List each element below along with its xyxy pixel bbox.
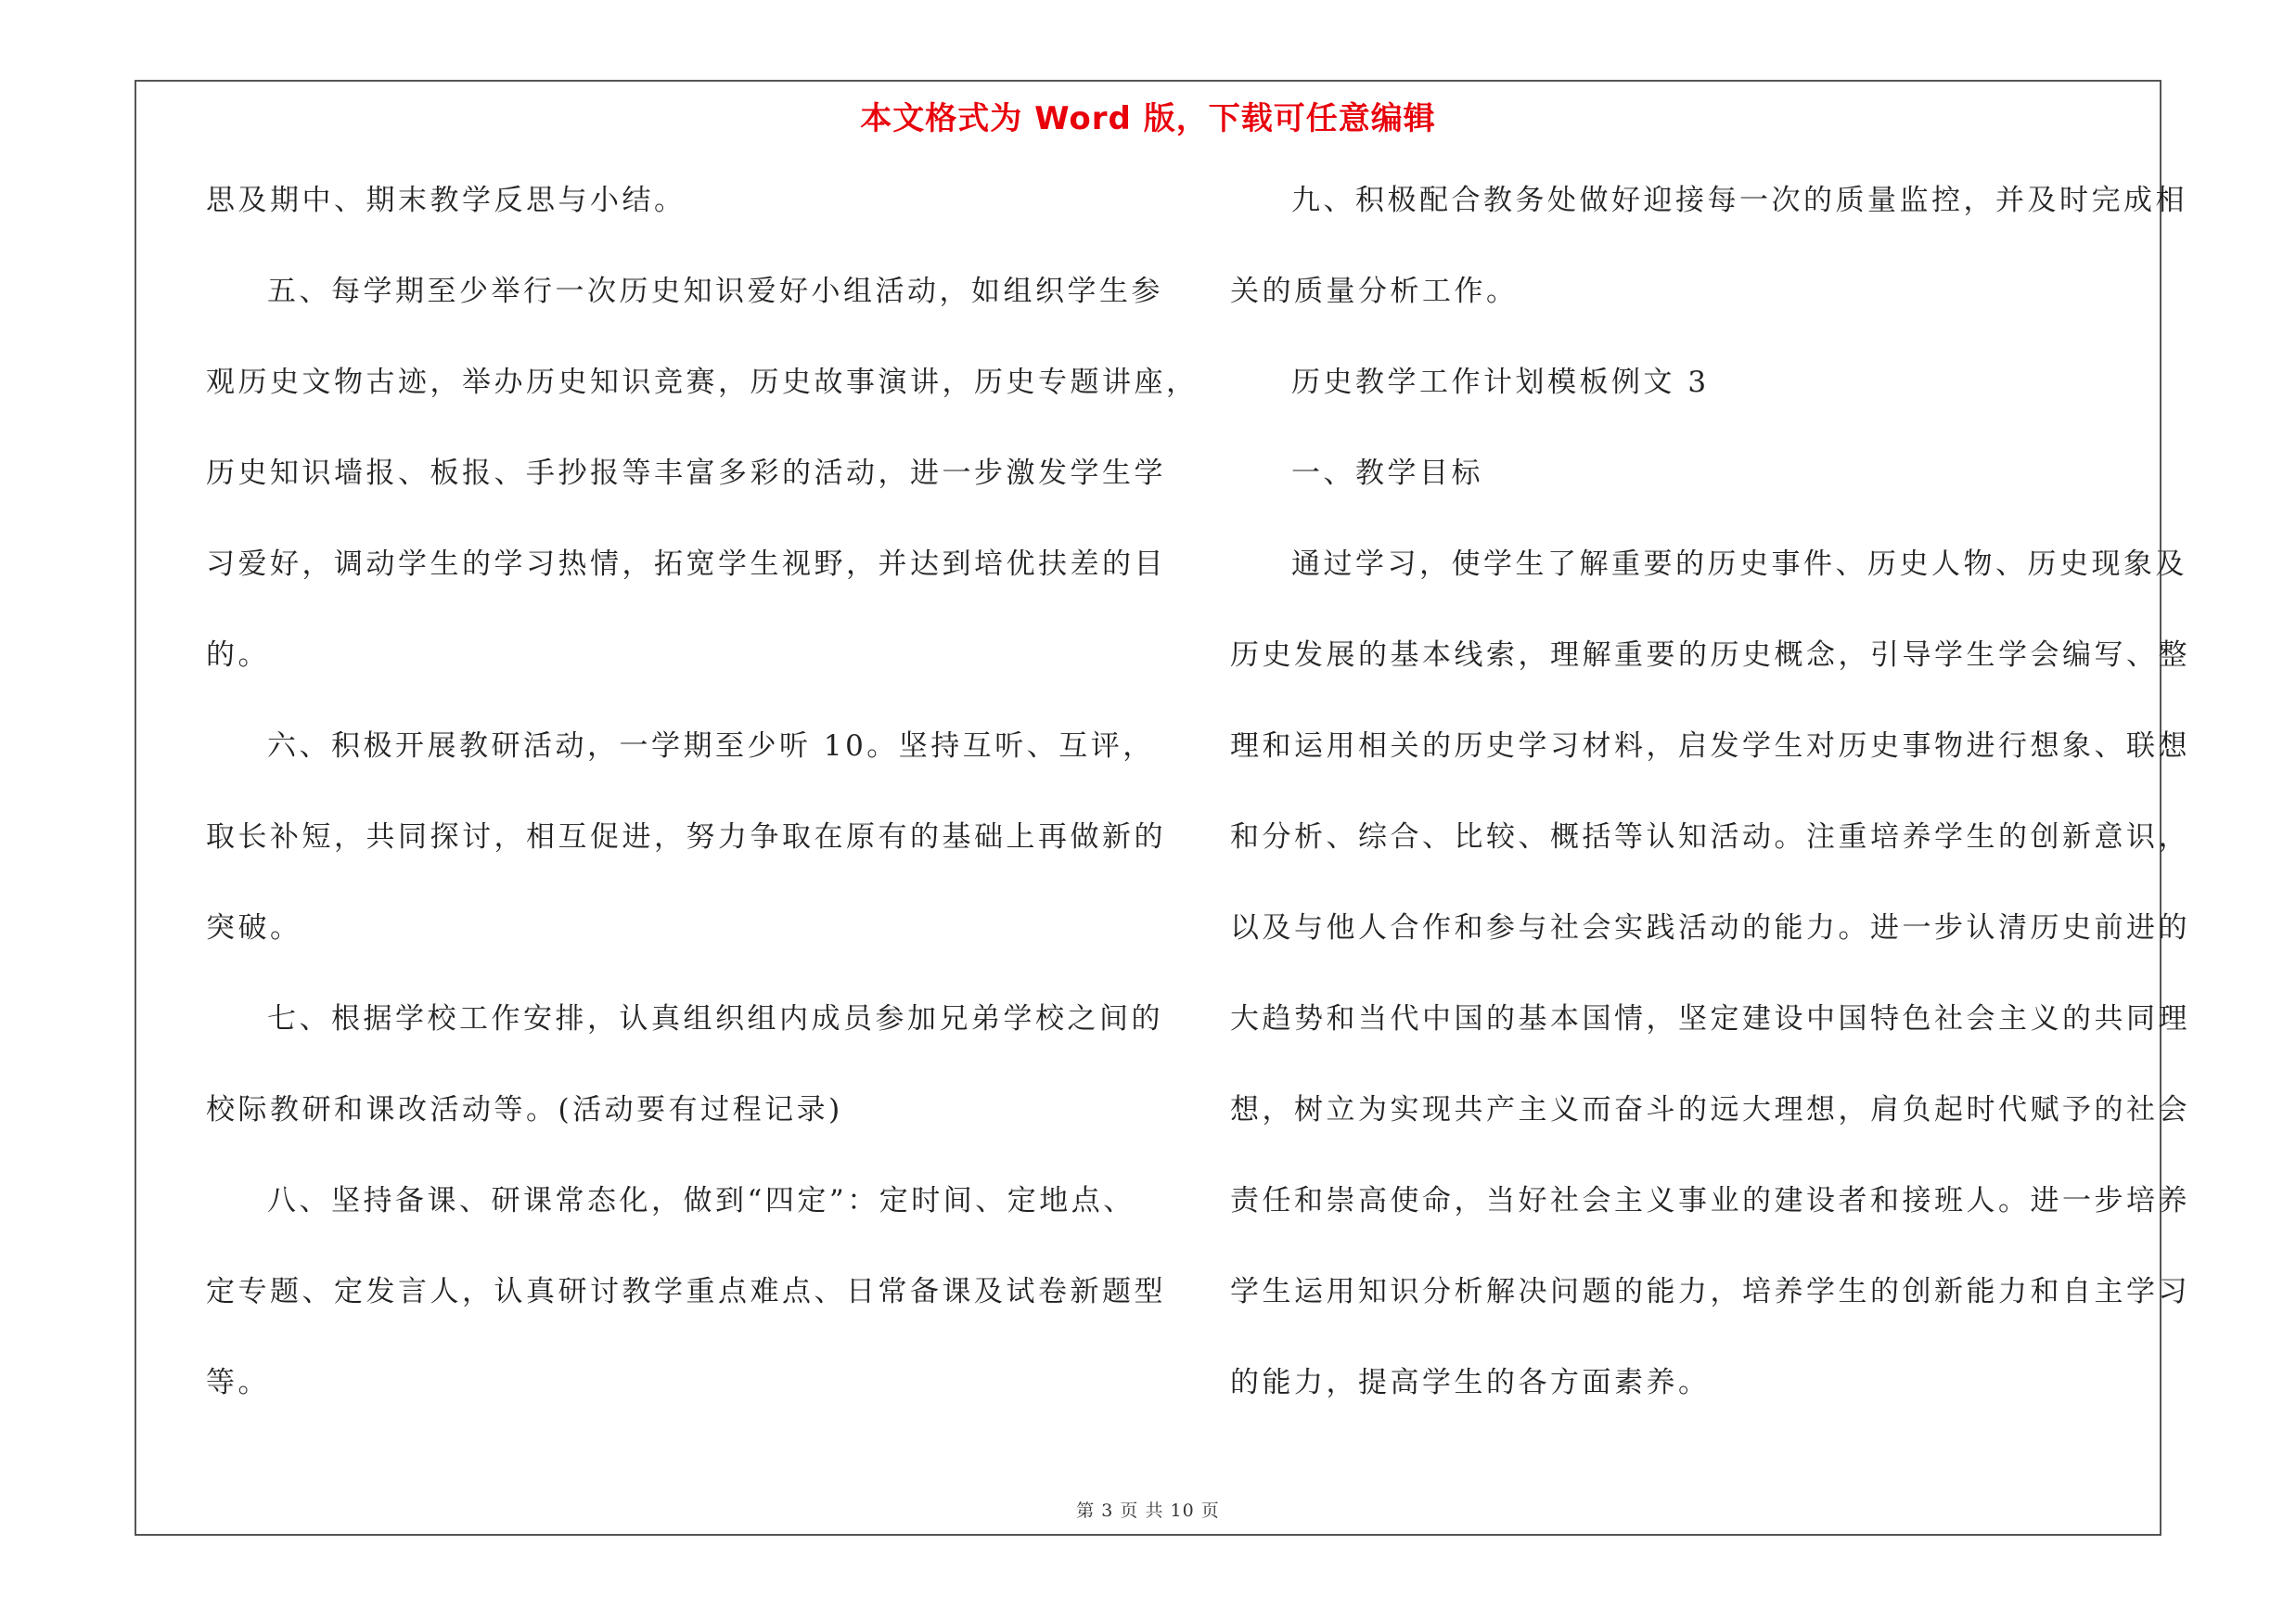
text-line: 学生运用知识分析解决问题的能力，培养学生的创新能力和自主学习	[1230, 1275, 2190, 1308]
right-column	[1230, 184, 2190, 1457]
text-line: 历史知识墙报、板报、手抄报等丰富多彩的活动，进一步激发学生学	[206, 457, 1166, 490]
page-number-footer: 第 3 页 共 10 页	[1076, 1501, 1220, 1521]
text-line: 通过学习，使学生了解重要的历史事件、历史人物、历史现象及	[1291, 547, 2187, 581]
text-line: 一、教学目标	[1291, 457, 1483, 490]
text-line: 等。	[206, 1366, 270, 1399]
text-line: 理和运用相关的历史学习材料，启发学生对历史事物进行想象、联想	[1230, 729, 2190, 763]
text-line: 九、积极配合教务处做好迎接每一次的质量监控，并及时完成相	[1291, 184, 2187, 217]
text-line: 以及与他人合作和参与社会实践活动的能力。进一步认清历史前进的	[1230, 911, 2190, 945]
text-line: 校际教研和课改活动等。(活动要有过程记录)	[206, 1093, 843, 1127]
text-line: 取长补短，共同探讨，相互促进，努力争取在原有的基础上再做新的	[206, 820, 1166, 854]
text-line: 历史发展的基本线索，理解重要的历史概念，引导学生学会编写、整	[1230, 638, 2190, 672]
text-line: 七、根据学校工作安排，认真组织组内成员参加兄弟学校之间的	[267, 1002, 1163, 1036]
text-line: 六、积极开展教研活动，一学期至少听 10。坚持互听、互评，	[267, 729, 1155, 763]
text-line: 定专题、定发言人，认真研讨教学重点难点、日常备课及试卷新题型	[206, 1275, 1166, 1308]
left-column	[206, 184, 1199, 1457]
text-line: 想，树立为实现共产主义而奋斗的远大理想，肩负起时代赋予的社会	[1230, 1093, 2190, 1127]
text-line: 观历史文物古迹，举办历史知识竞赛，历史故事演讲，历史专题讲座，	[206, 366, 1199, 399]
text-line: 历史教学工作计划模板例文 3	[1291, 366, 1710, 399]
text-line: 五、每学期至少举行一次历史知识爱好小组活动，如组织学生参	[267, 275, 1163, 308]
text-line: 责任和崇高使命，当好社会主义事业的建设者和接班人。进一步培养	[1230, 1184, 2190, 1217]
text-line: 和分析、综合、比较、概括等认知活动。注重培养学生的创新意识，	[1230, 820, 2190, 854]
text-line: 的能力，提高学生的各方面素养。	[1230, 1366, 1711, 1399]
text-line: 大趋势和当代中国的基本国情，坚定建设中国特色社会主义的共同理	[1230, 1002, 2190, 1036]
text-line: 的。	[206, 638, 270, 672]
header-banner: 本文格式为 Word 版，下载可任意编辑	[860, 100, 1436, 137]
text-line: 思及期中、期末教学反思与小结。	[206, 184, 686, 217]
text-line: 突破。	[206, 911, 302, 945]
text-line: 八、坚持备课、研课常态化，做到“四定”：定时间、定地点、	[267, 1184, 1135, 1217]
text-line: 关的质量分析工作。	[1230, 275, 1519, 308]
text-line: 习爱好，调动学生的学习热情，拓宽学生视野，并达到培优扶差的目	[206, 547, 1166, 581]
